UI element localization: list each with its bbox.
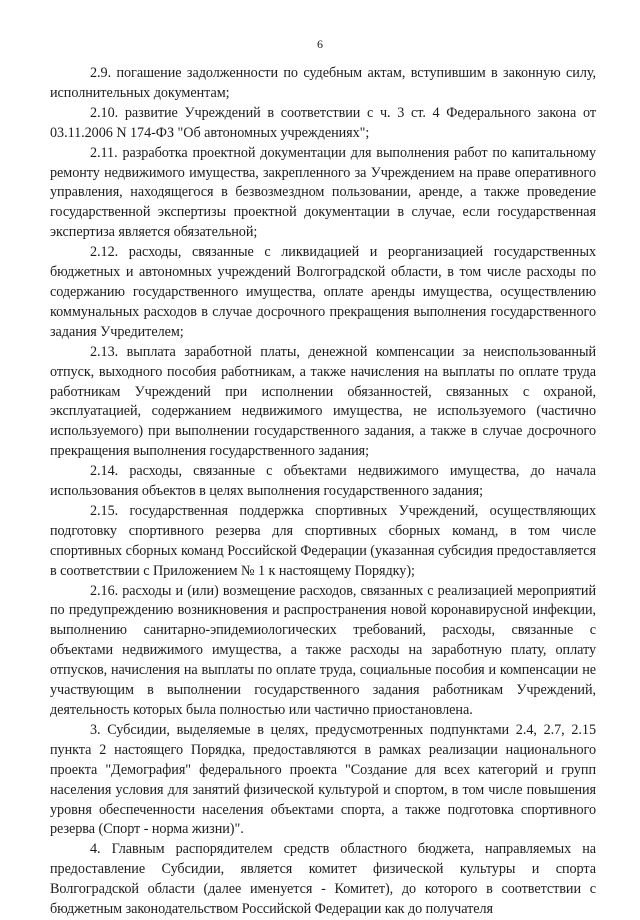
paragraph-4: 4. Главным распорядителем средств областного бюджета, направляемых на предоставление Субсидии, является комитет физической культуры и спорта Волгоградской области (далее именуется - Комитет), до которого в соответствии с бюджетным законодательством Российской Федерации как до получателя xyxy=(50,841,596,918)
paragraph-2-15: 2.15. государственная поддержка спортивных Учреждений, осуществляющих подготовку спортивного резерва для спортивных сборных команд, в том числе спортивных сборных команд Российской Федерации (указанная субсидия предоставляется в соответствии с Приложением № 1 к настоящему Порядку); xyxy=(50,502,596,579)
paragraph-2-16: 2.16. расходы и (или) возмещение расходов, связанных с реализацией мероприятий по предупреждению возникновения и распространения новой коронавирусной инфекции, выполнению санитарно-эпидемиологических требований, расходы, связанные с объектами недвижимого имущества, а также расходы на заработную плату, оплату отпусков, начисления на выплаты по оплате труда, социальные пособия и компенсации не участвующим в выполнении государственного задания работникам Учреждений, деятельность которых была полностью или частично приостановлена. xyxy=(50,582,596,718)
paragraph-2-12: 2.12. расходы, связанные с ликвидацией и реорганизацией государственных бюджетных и автономных учреждений Волгоградской области, в том числе расходы по содержанию государственного имущества, оплате аренды имущества, осуществлению коммунальных расходов в случае досрочного прекращения выполнения государственного задания Учредителем; xyxy=(50,244,596,340)
document-body xyxy=(50,64,596,920)
paragraph-2-9: 2.9. погашение задолженности по судебным актам, вступившим в законную силу, исполнительных документам; xyxy=(50,65,596,101)
paragraph-2-14: 2.14. расходы, связанные с объектами недвижимого имущества, до начала использования объектов в целях выполнения государственного задания; xyxy=(50,463,596,500)
paragraph-2-10: 2.10. развитие Учреждений в соответствии с ч. 3 ст. 4 Федерального закона от 03.11.2006 N 174-ФЗ "Об автономных учреждениях"; xyxy=(50,104,596,141)
page-number: 6 xyxy=(317,37,323,51)
paragraph-2-13: 2.13. выплата заработной платы, денежной компенсации за неиспользованный отпуск, выходного пособия работникам, а также начисления на выплаты по оплате труда работникам Учреждений при исполнении обязанностей, связанных с охраной, эксплуатацией, содержанием недвижимого имущества, не используемого (частично используемого) при выполнении государственного задания, а также в случае досрочного прекращения выполнения государственного задания; xyxy=(50,343,596,460)
paragraph-3: 3. Субсидии, выделяемые в целях, предусмотренных подпунктами 2.4, 2.7, 2.15 пункта 2 настоящего Порядка, предоставляются в рамках реализации национального проекта "Демография" федерального проекта "Создание для всех категорий и групп населения условия для занятий физической культурой и спортом, в том числе повышения уровня обеспеченности населения объектами спорта, а также подготовка спортивного резерва (Спорт - норма жизни)". xyxy=(50,721,596,838)
paragraph-2-11: 2.11. разработка проектной документации для выполнения работ по капитальному ремонту недвижимого имущества, закрепленного за Учреждением на праве оперативного управления, находящегося в безвозмездном пользовании, аренде, а также проведение государственной экспертизы проектной документации в случае, если государственная экспертиза является обязательной; xyxy=(50,144,596,241)
